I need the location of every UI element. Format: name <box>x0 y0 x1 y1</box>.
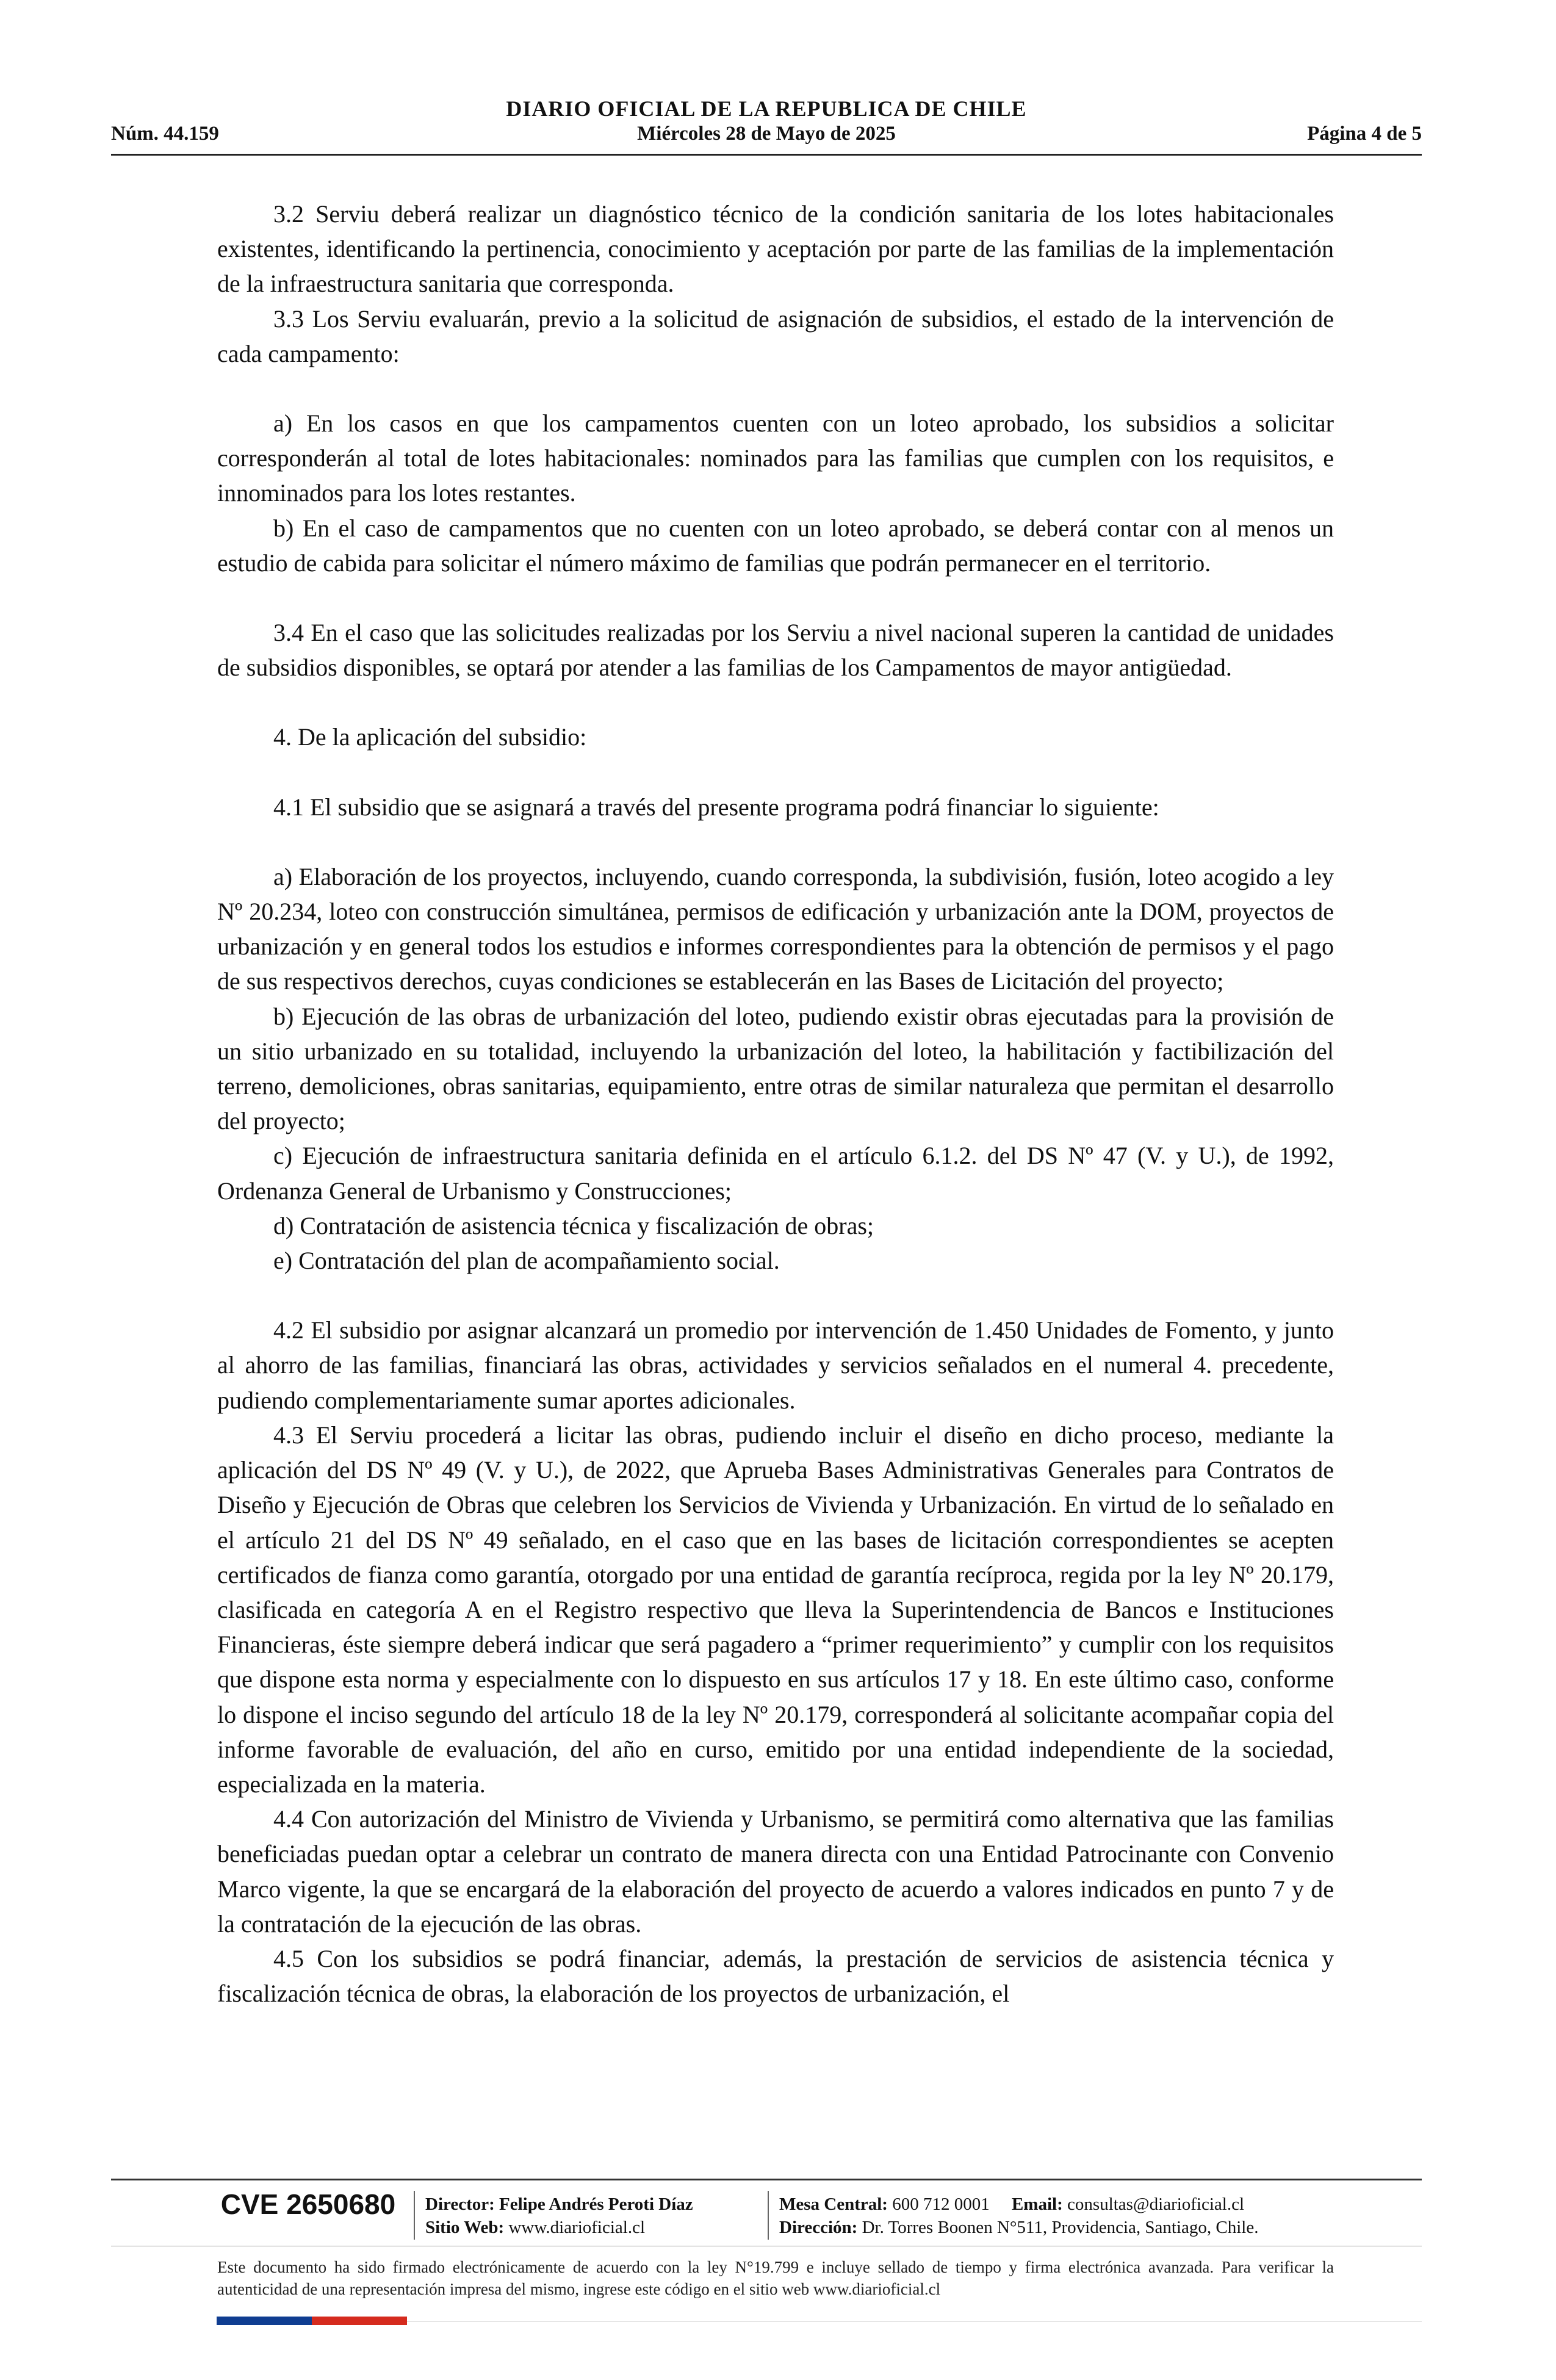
footer-separator <box>768 2191 769 2240</box>
header-divider <box>111 154 1422 156</box>
document-body <box>217 197 1334 2011</box>
signature-notice: Este documento ha sido firmado electrónicamente de acuerdo con la ley N°19.799 e incluye sellado de tiempo y firma electrónica avanzada. Para verificar la autenticidad de una representación impresa del mismo, ingrese este código en el sitio web www.diarioficial.cl <box>217 2258 1334 2298</box>
page-number: Página 4 de 5 <box>1307 123 1422 145</box>
email-link[interactable]: consultas@diarioficial.cl <box>1067 2194 1245 2214</box>
website-label: Sitio Web: <box>425 2218 505 2237</box>
address-line <box>779 2216 1258 2239</box>
paragraph-4-1-c: c) Ejecución de infraestructura sanitaria definida en el artículo 6.1.2. del DS Nº 47 (V. y U.), de 1992, Ordenanza General de Urbanismo y Construcciones; <box>217 1142 1334 1205</box>
contact-line <box>779 2193 1244 2216</box>
flag-red-stripe <box>312 2317 407 2325</box>
paragraph-4-1: 4.1 El subsidio que se asignará a través del presente programa podrá financiar lo siguiente: <box>273 793 1159 821</box>
section-4-heading: 4. De la aplicación del subsidio: <box>273 723 587 751</box>
publication-title: DIARIO OFICIAL DE LA REPUBLICA DE CHILE <box>506 96 1027 121</box>
publication-date: Miércoles 28 de Mayo de 2025 <box>637 123 896 145</box>
address-label: Dirección: <box>779 2218 858 2237</box>
paragraph-3-3-a: a) En los casos en que los campamentos cuenten con un loteo aprobado, los subsidios a solicitar corresponderán al total de lotes habitacionales: nominados para las familias que cumplen con los requisitos, e innominados para los lotes restantes. <box>217 409 1334 507</box>
chile-flag-bar <box>217 2317 407 2325</box>
issue-number: Núm. 44.159 <box>111 123 219 145</box>
paragraph-3-3: 3.3 Los Serviu evaluarán, previo a la solicitud de asignación de subsidios, el estado de la intervención de cada campamento: <box>217 305 1334 367</box>
flag-blue-stripe <box>217 2317 312 2325</box>
email-label: Email: <box>1011 2194 1063 2214</box>
website-link[interactable]: www.diarioficial.cl <box>508 2218 646 2237</box>
page-header <box>111 95 1422 150</box>
website-line <box>425 2216 645 2239</box>
paragraph-4-3: 4.3 El Serviu procederá a licitar las obras, pudiendo incluir el diseño en dicho proceso, mediante la aplicación del DS Nº 49 (V. y U.), de 2022, que Aprueba Bases Administrativas Generales para Contratos de Diseño y Ejecución de Obras que celebren los Servicios de Vivienda y Urbanización. En virtud de lo señalado en el artículo 21 del DS Nº 49 señalado, en el caso que en las bases de licitación correspondientes se acepten certificados de fianza como garantía, otorgado por una entidad de garantía recíproca, regida por la ley Nº 20.179, clasificada en categoría A en el Registro respectivo que lleva la Superintendencia de Bancos e Instituciones Financieras, éste siempre deberá indicar que será pagadero a “primer requerimiento” y cumplir con los requisitos que dispone esta norma y especialmente con lo dispuesto en sus artículos 17 y 18. En este último caso, conforme lo dispone el inciso segundo del artículo 18 de la ley Nº 20.179, corresponderá al solicitante acompañar copia del informe favorable de evaluación, del año en curso, emitido por una entidad independiente de la sociedad, especializada en la materia. <box>217 1421 1334 1798</box>
paragraph-4-2: 4.2 El subsidio por asignar alcanzará un promedio por intervención de 1.450 Unidades de Fomento, y junto al ahorro de las familias, financiará las obras, actividades y servicios señalados en el numeral 4. precedente, pudiendo complementariamente sumar aportes adicionales. <box>217 1316 1334 1414</box>
director-line <box>425 2193 693 2216</box>
paragraph-4-1-d: d) Contratación de asistencia técnica y fiscalización de obras; <box>273 1211 874 1239</box>
paragraph-4-1-a: a) Elaboración de los proyectos, incluyendo, cuando corresponda, la subdivisión, fusión, loteo acogido a ley Nº 20.234, loteo con construcción simultánea, permisos de edificación y urbanización ante la DOM, proyectos de urbanización y en general todos los estudios e informes correspondientes para la obtención de permisos y el pago de sus respectivos derechos, cuyas condiciones se establecerán en las Bases de Licitación del proyecto; <box>217 862 1334 995</box>
address-text: Dr. Torres Boonen N°511, Providencia, Santiago, Chile. <box>862 2218 1259 2237</box>
paragraph-4-5: 4.5 Con los subsidios se podrá financiar, además, la prestación de servicios de asistencia técnica y fiscalización técnica de obras, la elaboración de los proyectos de urbanización, el <box>217 1944 1334 2008</box>
footer-separator <box>414 2191 415 2240</box>
paragraph-3-2: 3.2 Serviu deberá realizar un diagnóstico técnico de la condición sanitaria de los lotes habitacionales existentes, identificando la pertinencia, conocimiento y aceptación por parte de las familias de la implementación de la infraestructura sanitaria que corresponda. <box>217 200 1334 298</box>
paragraph-4-1-b: b) Ejecución de las obras de urbanización del loteo, pudiendo existir obras ejecutadas para la provisión de un sitio urbanizado en su totalidad, incluyendo la urbanización del loteo, la habilitación y factibilización del terreno, demoliciones, obras sanitarias, equipamiento, entre otras de similar naturaleza que permitan el desarrollo del proyecto; <box>217 1002 1334 1135</box>
director-label: Director: <box>425 2194 495 2214</box>
mesa-phone: 600 712 0001 <box>892 2194 990 2214</box>
paragraph-3-3-b: b) En el caso de campamentos que no cuenten con un loteo aprobado, se deberá contar con al menos un estudio de cabida para solicitar el número máximo de familias que podrán permanecer en el territorio. <box>217 514 1334 577</box>
paragraph-3-4: 3.4 En el caso que las solicitudes realizadas por los Serviu a nivel nacional superen la cantidad de unidades de subsidios disponibles, se optará por atender a las familias de los Campamentos de mayor antigüedad. <box>217 619 1334 682</box>
cve-code: CVE 2650680 <box>220 2188 396 2220</box>
director-name: Felipe Andrés Peroti Díaz <box>499 2194 693 2214</box>
paragraph-4-1-e: e) Contratación del plan de acompañamiento social. <box>273 1247 780 1275</box>
paragraph-4-4: 4.4 Con autorización del Ministro de Vivienda y Urbanismo, se permitirá como alternativa que las familias beneficiadas puedan optar a celebrar un contrato de manera directa con una Entidad Patrocinante con Convenio Marco vigente, la que se encargará de la elaboración del proyecto de acuerdo a valores indicados en punto 7 y de la contratación de la ejecución de las obras. <box>217 1805 1334 1938</box>
mesa-label: Mesa Central: <box>779 2194 888 2214</box>
footer-top-divider <box>111 2179 1422 2180</box>
